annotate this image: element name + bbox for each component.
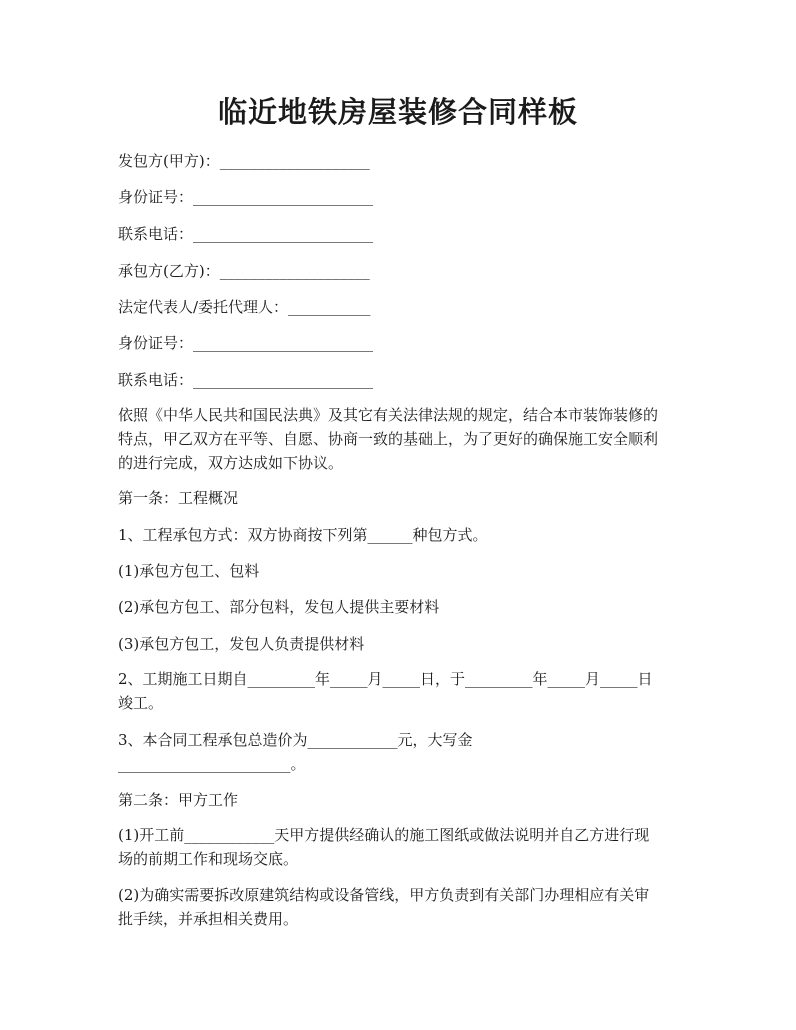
intro-paragraph-line: 依照《中华人民共和国民法典》及其它有关法律法规的规定，结合本市装饰装修的: [118, 406, 659, 424]
contract-option-3: (3)承包方包工，发包人负责提供材料: [118, 635, 365, 653]
article-1-item-1: 1、工程承包方式：双方协商按下列第______种包方式。: [118, 526, 488, 544]
party-a-phone-field: 联系电话：________________________: [118, 225, 374, 243]
article-2-item-2: (2)为确实需要拆改原建筑结构或设备管线，甲方负责到有关部门办理相应有关审: [118, 886, 650, 904]
legal-representative-field: 法定代表人/委托代理人：___________: [118, 298, 371, 316]
party-a-id-field: 身份证号：________________________: [118, 188, 374, 206]
intro-paragraph-line: 的进行完成，双方达成如下协议。: [118, 454, 344, 472]
document-title: 临近地铁房屋装修合同样板: [217, 95, 578, 129]
contract-option-2: (2)承包方包工、部分包料，发包人提供主要材料: [118, 598, 440, 616]
contract-option-1: (1)承包方包工、包料: [118, 562, 260, 580]
article-1-item-3: _______________________。: [118, 755, 306, 773]
party-a-field: 发包方(甲方)：____________________: [118, 152, 370, 170]
party-b-field: 承包方(乙方)：____________________: [118, 262, 370, 280]
article-1-item-2: 竣工。: [118, 694, 164, 712]
article-1-item-3: 3、本合同工程承包总造价为____________元，大写金: [118, 731, 473, 749]
intro-paragraph-line: 特点，甲乙双方在平等、自愿、协商一致的基础上，为了更好的确保施工安全顺利: [118, 430, 659, 448]
article-2-item-1: (1)开工前____________天甲方提供经确认的施工图纸或做法说明并自乙方进行现: [118, 826, 650, 844]
article-1-item-2: 2、工期施工日期自_________年_____月_____日，于_________年_____月_____日: [118, 670, 653, 688]
party-b-id-field: 身份证号：________________________: [118, 334, 374, 352]
party-b-phone-field: 联系电话：________________________: [118, 371, 374, 389]
article-1-heading: 第一条：工程概况: [118, 489, 239, 507]
article-2-item-2: 批手续，并承担相关费用。: [118, 910, 299, 928]
article-2-item-1: 场的前期工作和现场交底。: [118, 850, 299, 868]
article-2-heading: 第二条：甲方工作: [118, 791, 239, 809]
